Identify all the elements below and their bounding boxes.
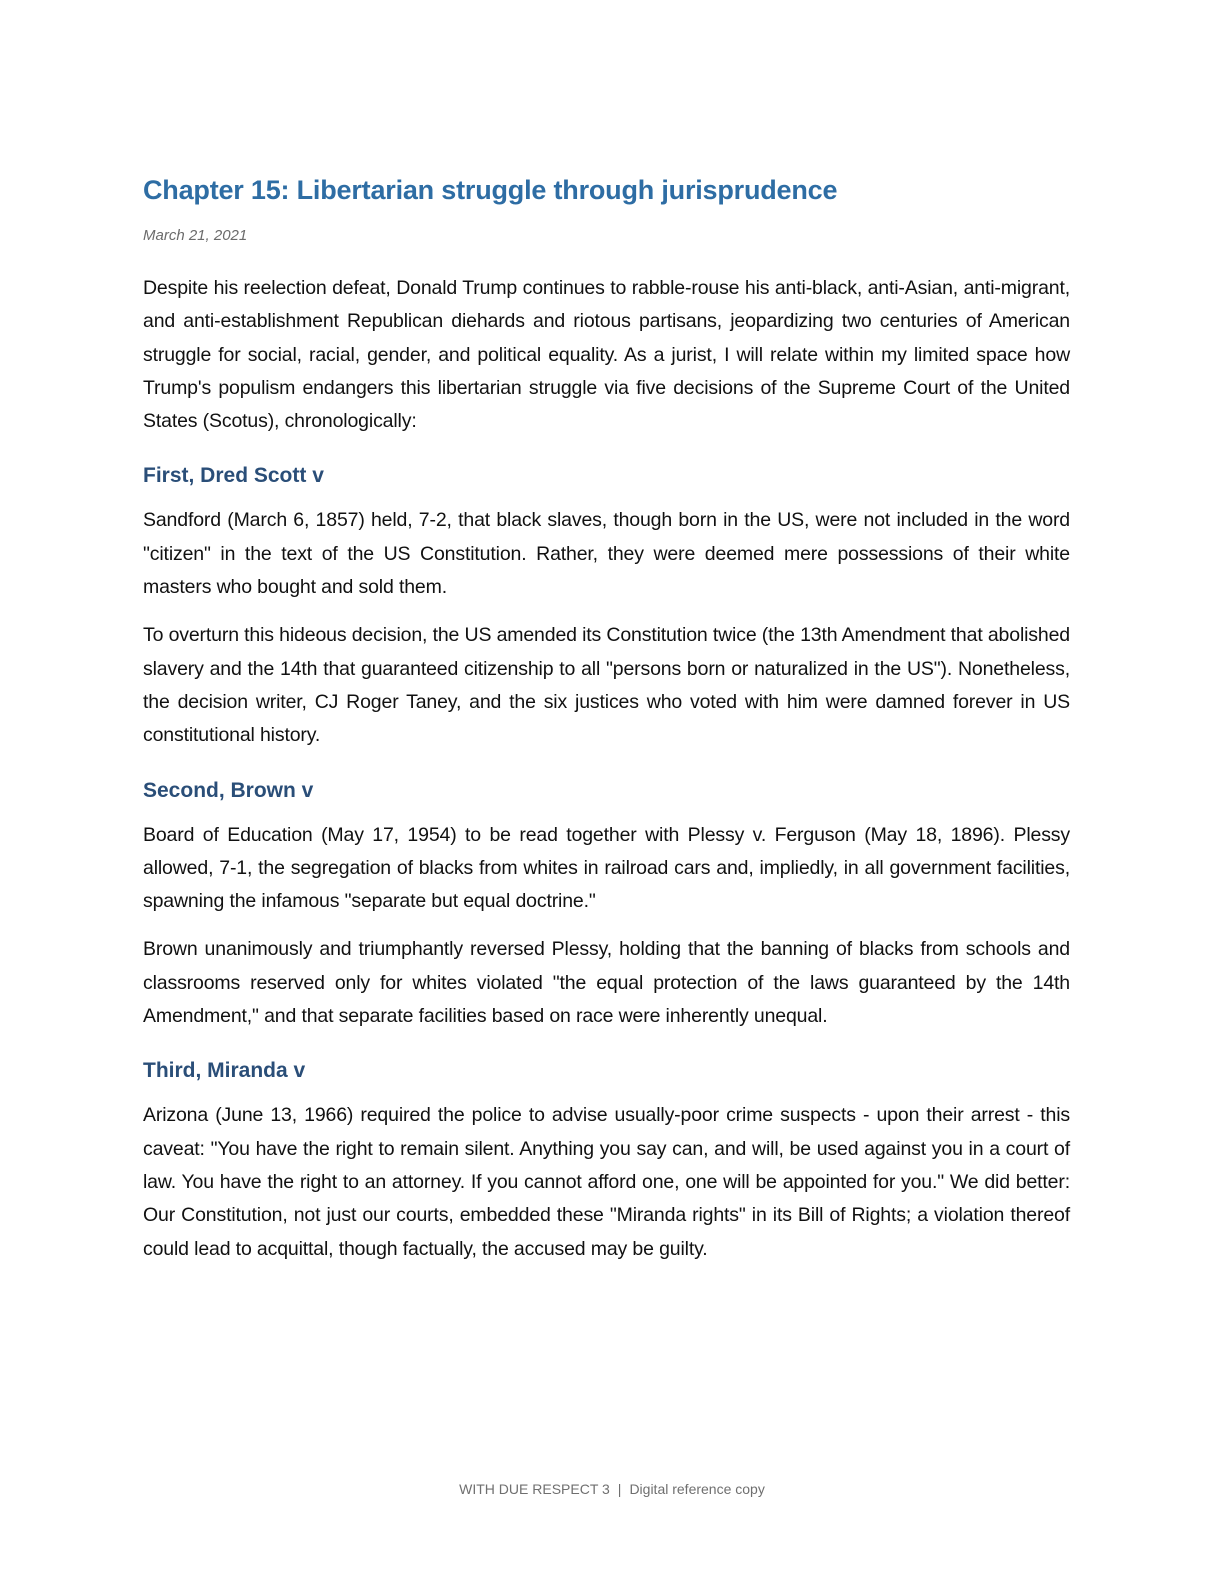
footer-book-title: WITH DUE RESPECT 3 <box>459 1481 610 1497</box>
section-first-paragraph-2: To overturn this hideous decision, the US amended its Constitution twice (the 13th Amendment that abolished slavery and the 14th that guaranteed citizenship to all "persons born or naturalized in the US"). Nonetheless, the decision writer, CJ Roger Taney, and the six justices who voted with him were damned forever in US constitutional history. <box>143 624 1070 747</box>
section-second-paragraph-1: Board of Education (May 17, 1954) to be read together with Plessy v. Ferguson (May 18, 1896). Plessy allowed, 7-1, the segregation of blacks from whites in railroad cars and, impliedly, in all government facilities, spawning the infamous "separate but equal doctrine." <box>143 823 1070 913</box>
intro-paragraph: Despite his reelection defeat, Donald Trump continues to rabble-rouse his anti-black, anti-Asian, anti-migrant, and anti-establishment Republican diehards and riotous partisans, jeopardizing two centuries of American struggle for social, racial, gender, and political equality. As a jurist, I will relate within my limited space how Trump's populism endangers this libertarian struggle via five decisions of the Supreme Court of the United States (Scotus), chronologically: <box>143 277 1070 433</box>
document-page <box>143 168 1070 1266</box>
section-heading-third: Third, Miranda v <box>143 1059 306 1083</box>
section-third-paragraph-1: Arizona (June 13, 1966) required the police to advise usually-poor crime suspects - upon their arrest - this caveat: "You have the right to remain silent. Anything you say can, and will, be used against you in a court of law. You have the right to an attorney. If you cannot afford one, one will be appointed for you." We did better: Our Constitution, not just our courts, embedded these "Miranda rights" in its Bill of Rights; a violation thereof could lead to acquittal, though factually, the accused may be guilty. <box>143 1104 1070 1260</box>
page-footer <box>0 1479 1224 1499</box>
section-heading-first: First, Dred Scott v <box>143 464 324 488</box>
publication-date: March 21, 2021 <box>143 227 248 244</box>
section-first-paragraph-1: Sandford (March 6, 1857) held, 7-2, that black slaves, though born in the US, were not included in the word "citizen" in the text of the US Constitution. Rather, they were deemed mere possessions of their white masters who bought and sold them. <box>143 509 1070 599</box>
section-second-paragraph-2: Brown unanimously and triumphantly reversed Plessy, holding that the banning of blacks from schools and classrooms reserved only for whites violated "the equal protection of the laws guaranteed by the 14th Amendment," and that separate facilities based on race were inherently unequal. <box>143 938 1070 1028</box>
section-heading-second: Second, Brown v <box>143 778 314 802</box>
chapter-title: Chapter 15: Libertarian struggle through jurisprudence <box>143 175 838 205</box>
footer-separator: | <box>617 1481 622 1497</box>
footer-note: Digital reference copy <box>629 1481 765 1497</box>
